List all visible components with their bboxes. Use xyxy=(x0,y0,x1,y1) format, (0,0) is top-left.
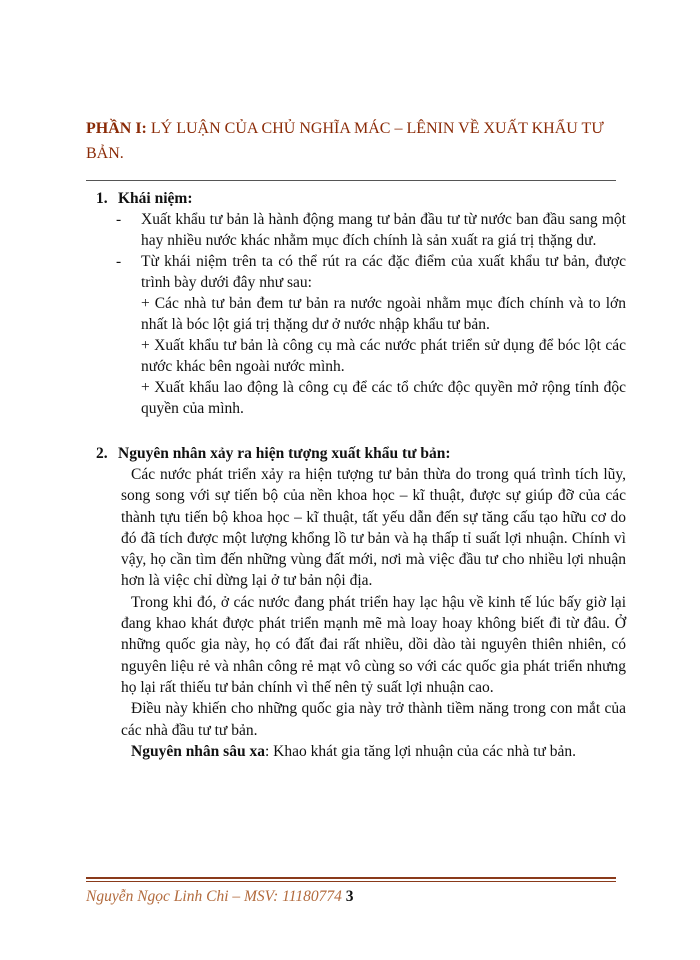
section-causes xyxy=(86,444,626,762)
paragraph xyxy=(86,592,626,698)
sub-item: + Xuất khẩu lao động là công cụ để các tổ chức độc quyền mở rộng tính độc quyền của mình. xyxy=(141,379,626,417)
bullet-list xyxy=(86,209,626,419)
list-item: - Xuất khẩu tư bản là hành động mang tư bản đầu tư từ nước ban đầu sang một hay nhiều nước khác nhằm mục đích chính là sản xuất ra giá trị thặng dư. xyxy=(116,211,626,249)
page-footer xyxy=(86,888,354,906)
section-heading xyxy=(86,189,626,209)
page-number: 3 xyxy=(345,888,354,905)
section-number: 2. xyxy=(96,445,108,462)
bullet-text: Xuất khẩu tư bản là hành động mang tư bản đầu tư từ nước ban đầu sang một hay nhiều nước khác nhằm mục đích chính là sản xuất ra giá trị thặng dư. xyxy=(141,211,626,249)
section-title: Khái niệm: xyxy=(118,190,193,207)
section-number: 1. xyxy=(96,190,108,207)
sub-item: + Các nhà tư bản đem tư bản ra nước ngoài nhằm mục đích chính và to lớn nhất là bóc lột giá trị thặng dư ở nước nhập khẩu tư bản. xyxy=(141,295,626,333)
footer-divider xyxy=(86,877,616,879)
title-divider xyxy=(86,180,616,181)
paragraph xyxy=(86,698,626,741)
paragraph-text: Trong khi đó, ở các nước đang phát triển hay lạc hậu về kinh tế lúc bấy giờ lại đang khao khát được phát triển mạnh mẽ mà loay hoay không biết đi từ đâu. Ở những quốc gia này, họ có đất đai rất nhiều, dồi dào tài nguyên thiên nhiên, có nguyên liệu rẻ và nhân công rẻ mạt vô cùng so với các quốc gia phát triển nhưng họ lại rất thiếu tư bản chính vì thế nên tỷ suất lợi nhuận cao. xyxy=(121,593,626,696)
deep-cause-text: : Khao khát gia tăng lợi nhuận của các nhà tư bản. xyxy=(264,742,576,760)
page-title xyxy=(86,116,626,166)
section-title: Nguyên nhân xảy ra hiện tượng xuất khẩu tư bản: xyxy=(118,445,451,462)
part-label: PHẦN I: xyxy=(86,120,147,137)
section-concept xyxy=(86,189,626,419)
footer-divider xyxy=(86,881,616,882)
deep-cause-label: Nguyên nhân sâu xa xyxy=(131,742,265,760)
list-item: - Từ khái niệm trên ta có thể rút ra các đặc điểm của xuất khẩu tư bản, được trình bày dưới đây như sau: + Các nhà tư bản đem tư bản ra nước ngoài nhằm mục đích chính và to lớn nhất là bóc lột giá trị thặng dư ở nước nhập khẩu tư bản. + Xuất khẩu tư bản là công cụ mà các nước phát triển sử dụng để bóc lột các nước khác bên ngoài nước mình. + Xuất khẩu lao động là công cụ để các tổ chức độc quyền mở rộng tính độc quyền của mình. xyxy=(116,253,626,417)
paragraph-text: Điều này khiến cho những quốc gia này trở thành tiềm năng trong con mắt của các nhà đầu tư tư bản. xyxy=(121,700,626,739)
footer-author: Nguyễn Ngọc Linh Chi – MSV: 11180774 xyxy=(86,888,342,905)
section-heading xyxy=(86,444,626,464)
title-text: LÝ LUẬN CỦA CHỦ NGHĨA MÁC – LÊNIN VỀ XUẤT KHẨU TƯ BẢN. xyxy=(86,120,604,162)
paragraph xyxy=(86,741,626,762)
paragraph xyxy=(86,464,626,592)
sub-item: + Xuất khẩu tư bản là công cụ mà các nước phát triển sử dụng để bóc lột các nước khác bên ngoài nước mình. xyxy=(141,337,626,375)
paragraph-text: Các nước phát triển xảy ra hiện tượng tư bản thừa do trong quá trình tích lũy, song song với sự tiến bộ của nền khoa học – kĩ thuật, được sự giúp đỡ của các thành tựu tiến bộ khoa học – kĩ thuật, tất yếu dẫn đến sự tăng cấu tạo hữu cơ do đó đã tích được một lượng khổng lồ tư bản và hạ thấp tỉ suất lợi nhuận. Chính vì vậy, họ cần tìm đến những vùng đất mới, nơi mà việc đầu tư cho nhiều lợi nhuận hơn là việc chỉ dừng lại ở tư bản nội địa. xyxy=(121,466,626,590)
bullet-text: Từ khái niệm trên ta có thể rút ra các đặc điểm của xuất khẩu tư bản, được trình bày dưới đây như sau: xyxy=(141,253,626,291)
